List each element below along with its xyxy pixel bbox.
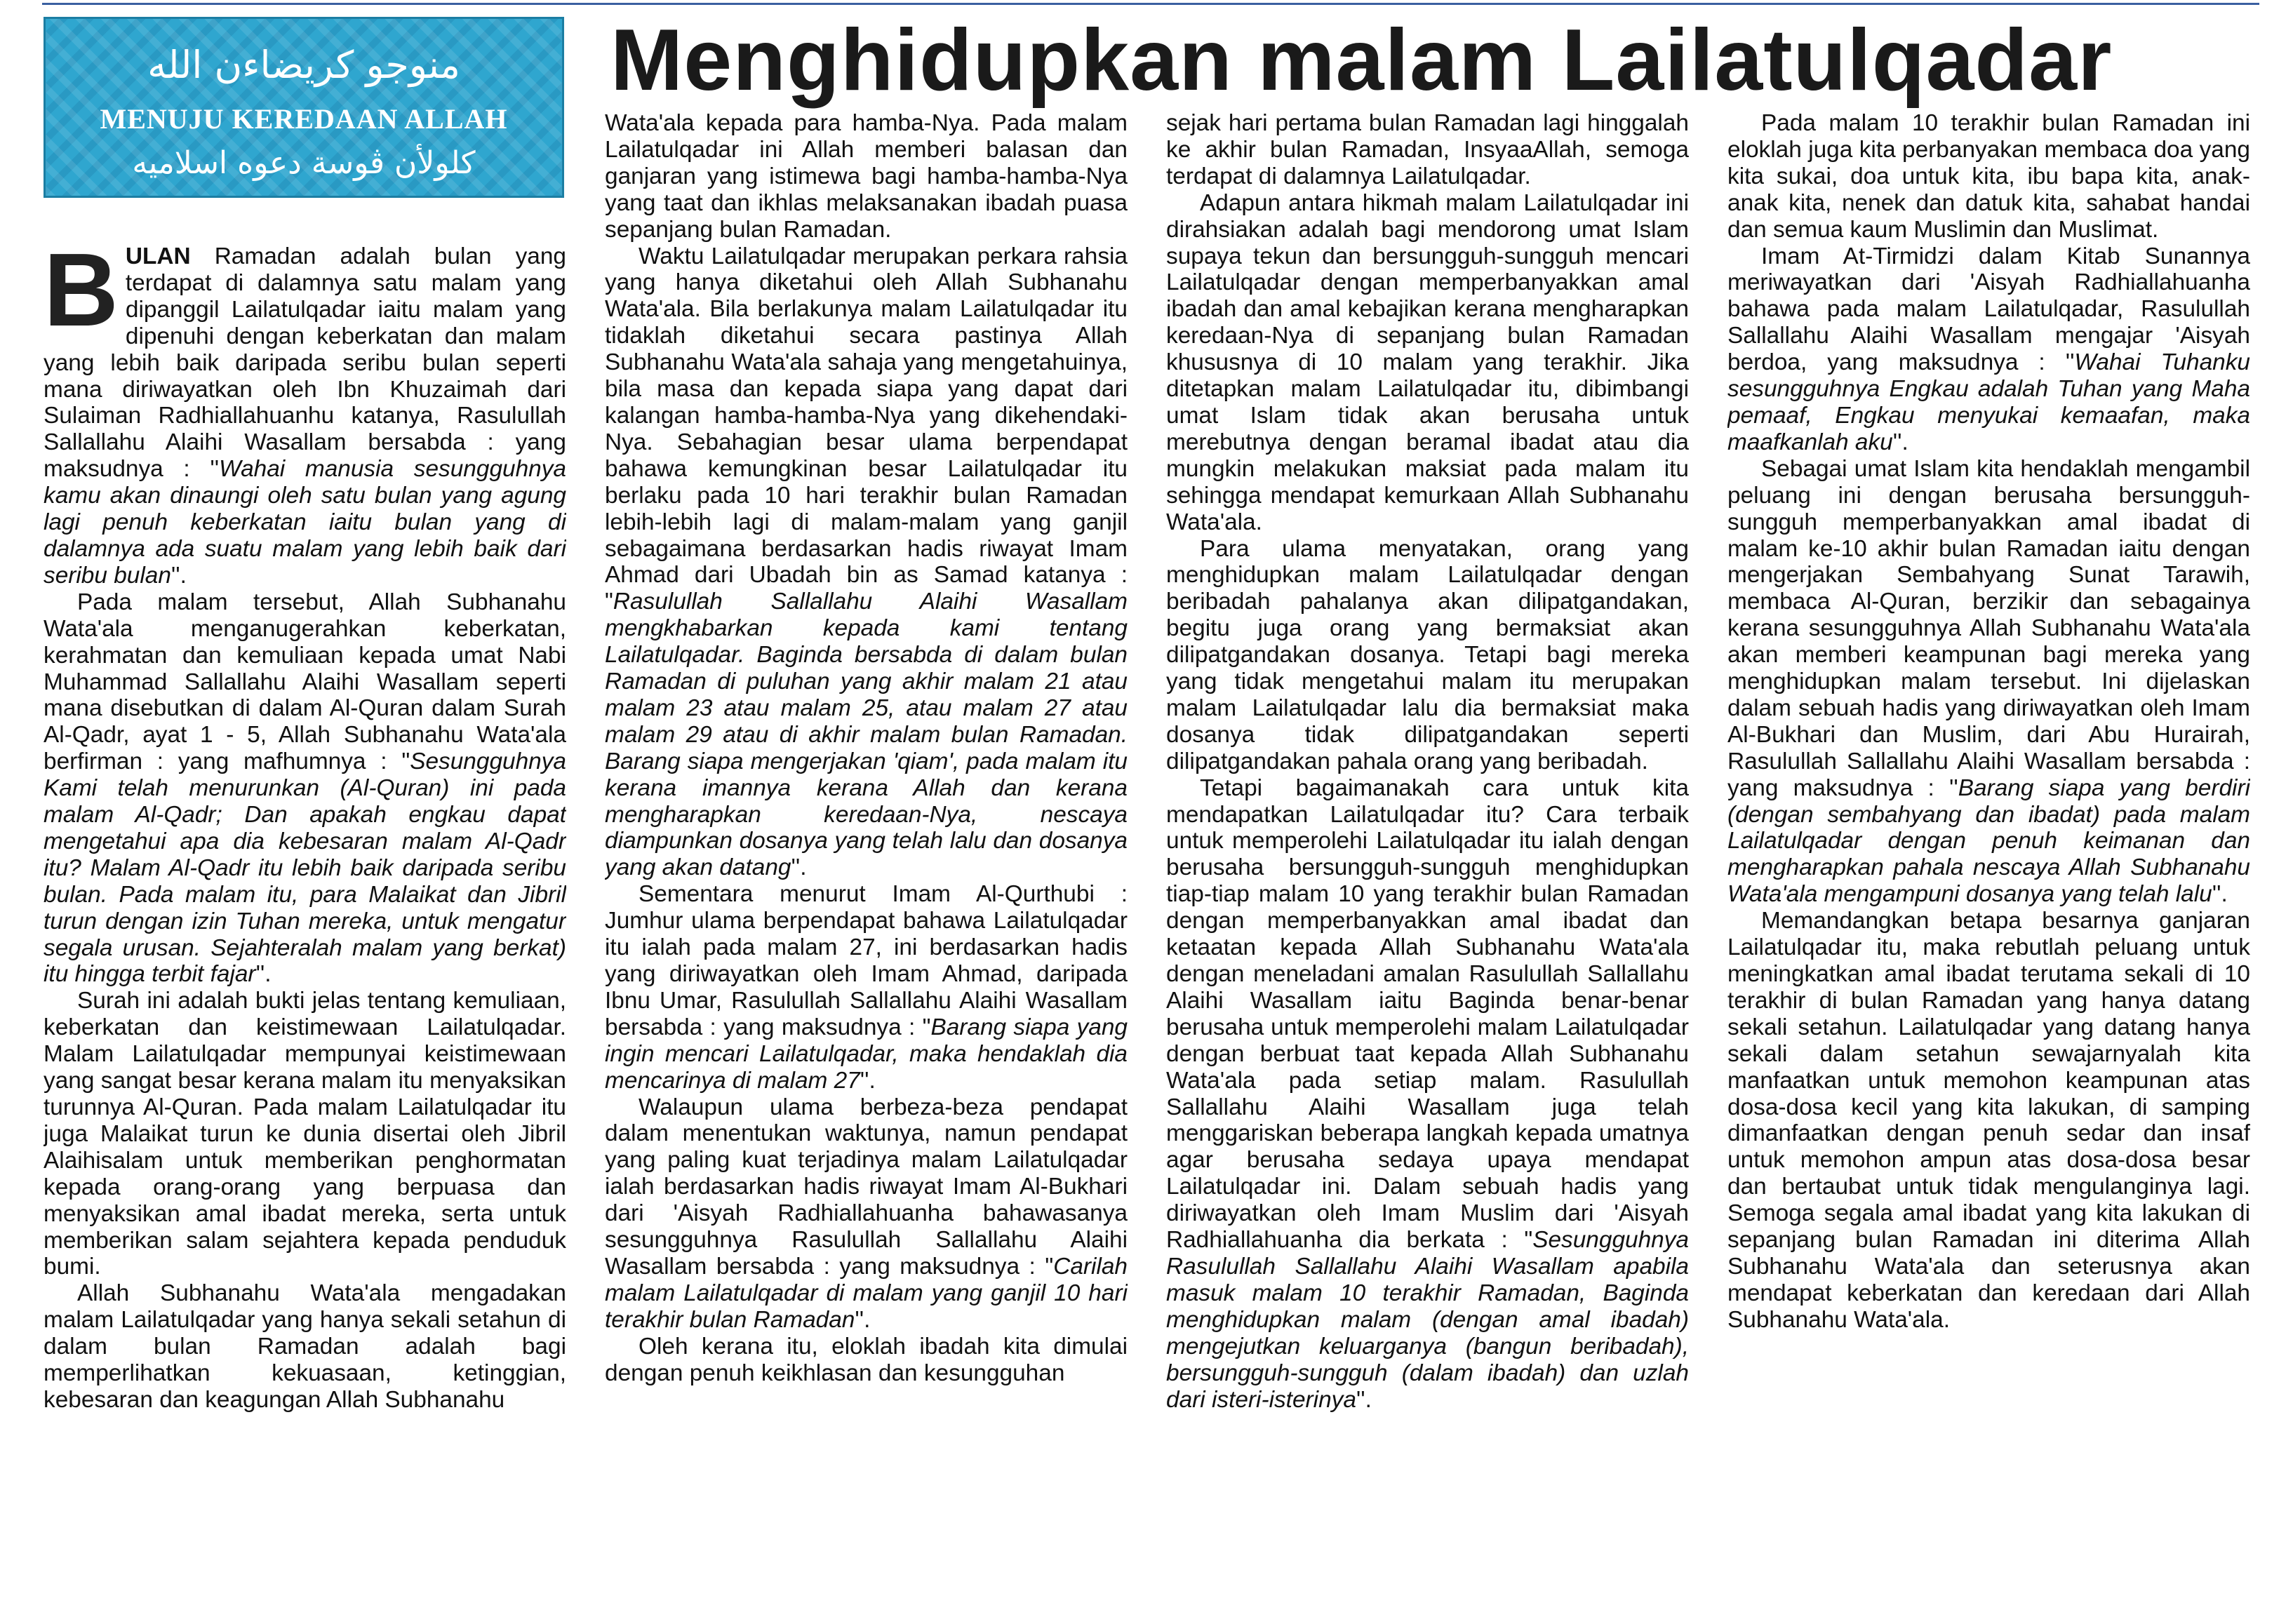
banner-latin-title: MENUJU KEREDAAN ALLAH: [100, 103, 508, 135]
paragraph: Sementara menurut Imam Al-Qurthubi : Jumhur ulama berpendapat bahawa Lailatulqadar itu ialah pada malam 27, ini berdasarkan hadis yang diriwayatkan oleh Imam Ahmad, daripada Ibnu Umar, Rasulullah Sallallahu Alaihi Wasallam bersabda : yang maksudnya : "Barang siapa yang ingin mencari Lailatulqadar, maka hendaklah dia mencarinya di malam 27''.: [605, 881, 1128, 1094]
column-banner: [44, 17, 564, 198]
paragraph: Tetapi bagaimanakah cara untuk kita mendapatkan Lailatulqadar itu? Cara terbaik untuk memperolehi Lailatulqadar itu ialah dengan berusaha bersungguh-sungguh menghidupkan tiap-tiap malam 10 yang terakhir bulan Ramadan dengan memperbanyakkan amal ibadat dan ketaatan kepada Allah Subhanahu Wata'ala dengan meneladani amalan Rasulullah Sallallahu Alaihi Wasallam iaitu Baginda benar-benar berusaha untuk memperolehi malam Lailatulqadar dengan berbuat taat kepada Allah Subhanahu Wata'ala pada setiap malam. Rasulullah Sallallahu Alaihi Wasallam juga telah menggariskan beberapa langkah kepada umatnya agar berusaha sedaya upaya mendapat Lailatulqadar ini. Dalam sebuah hadis yang diriwayatkan oleh Imam Muslim dari 'Aisyah Radhiallahuanha dia berkata : "Sesungguhnya Rasulullah Sallallahu Alaihi Wasallam apabila masuk malam 10 terakhir Ramadan, Baginda menghidupkan malam (dengan amal ibadah) mengejutkan keluarganya (bangun beribadah), bersungguh-sungguh (dalam ibadah) dan uzlah dari isteri-isterinya''.: [1166, 774, 1689, 1413]
paragraph-continued: Wata'ala kepada para hamba-Nya. Pada malam Lailatulqadar ini Allah memberi balasan dan ganjaran yang istimewa bagi hamba-hamba-Nya yang taat dan ikhlas melaksanakan ibadah puasa sepanjang bulan Ramadan.: [605, 110, 1128, 243]
banner-jawi-subtitle: كلولأن ڤوسة دعوه اسلاميه: [132, 145, 476, 181]
article-headline: Menghidupkan malam Lailatulqadar: [610, 12, 2113, 109]
quote: Sesungguhnya Kami telah menurunkan (Al-Quran) ini pada malam Al-Qadr; Dan apakah engkau dapat mengetahui apa dia kebesaran malam Al-Qadr itu? Malam Al-Qadr itu lebih baik daripada seribu bulan. Pada malam itu, para Malaikat dan Jibril turun dengan izin Tuhan mereka, untuk mengatur segala urusan. Sejahteralah malam yang berkat) itu hingga terbit fajar: [44, 749, 566, 988]
paragraph: Imam At-Tirmidzi dalam Kitab Sunannya meriwayatkan dari 'Aisyah Radhiallahuanha bahawa pada malam Lailatulqadar, Rasulullah Sallallahu Alaihi Wasallam mengajar 'Aisyah berdoa, yang maksudnya : ''Wahai Tuhanku sesungguhnya Engkau adalah Tuhan yang Maha pemaaf, Engkau menyukai kemaafan, maka maafkanlah aku''.: [1727, 243, 2250, 455]
paragraph: BULAN Ramadan adalah bulan yang terdapat di dalamnya satu malam yang dipanggil Lailatulqadar iaitu malam yang dipenuhi dengan keberkatan dan malam yang lebih baik daripada seribu bulan seperti mana diriwayatkan oleh Ibn Khuzaimah dari Sulaiman Radhiallahuanhu katanya, Rasulullah Sallallahu Alaihi Wasallam bersabda : yang maksudnya : ''Wahai manusia sesungguhnya kamu akan dinaungi oleh satu bulan yang agung lagi penuh keberkatan iaitu bulan yang di dalamnya ada suatu malam yang lebih baik dari seribu bulan''.: [44, 243, 566, 589]
quote: Wahai manusia sesungguhnya kamu akan dinaungi oleh satu bulan yang agung lagi penuh keberkatan iaitu bulan yang di dalamnya ada suatu malam yang lebih baik dari seribu bulan: [44, 456, 566, 589]
paragraph: Waktu Lailatulqadar merupakan perkara rahsia yang hanya diketahui oleh Allah Subhanahu Wata'ala. Bila berlakunya malam Lailatulqadar itu tidaklah diketahui secara pastinya Allah Subhanahu Wata'ala sahaja yang mengetahuinya, bila masa dan kepada siapa yang dapat dari kalangan hamba-hamba-Nya yang dikehendaki-Nya. Sebahagian besar ulama berpendapat bahawa kemungkinan besar Lailatulqadar itu berlaku pada 10 hari terakhir bulan Ramadan lebih-lebih lagi di malam-malam yang ganjil sebagaimana berdasarkan hadis riwayat Imam Ahmad dari Ubadah bin as Samad katanya : "Rasulullah Sallallahu Alaihi Wasallam mengkhabarkan kepada kami tentang Lailatulqadar. Baginda bersabda di dalam bulan Ramadan di puluhan yang akhir malam 21 atau malam 23 atau malam 25, atau malam 27 atau malam 29 atau di akhir malam bulan Ramadan. Barang siapa mengerjakan 'qiam', pada malam itu kerana imannya kerana Allah dan kerana mengharapkan keredaan-Nya, nescaya diampunkan dosanya yang telah lalu dan dosanya yang akan datang''.: [605, 243, 1128, 881]
paragraph: Sebagai umat Islam kita hendaklah mengambil peluang ini dengan berusaha bersungguh-sungguh memperbanyakkan amal ibadat di malam ke-10 akhir bulan Ramadan iaitu dengan mengerjakan Sembahyang Sunat Tarawih, membaca Al-Quran, berzikir dan sebagainya kerana sesungguhnya Allah Subhanahu Wata'ala akan memberi keampunan bagi mereka yang menghidupkan malam tersebut. Ini dijelaskan dalam sebuah hadis yang diriwayatkan oleh Imam Al-Bukhari dan Muslim, dari Abu Hurairah, Rasulullah Sallallahu Alaihi Wasallam bersabda : yang maksudnya : ''Barang siapa yang berdiri (dengan sembahyang dan ibadat) pada malam Lailatulqadar dengan penuh keimanan dan mengharapkan pahala nescaya Allah Subhanahu Wata'ala mengampuni dosanya yang telah lalu''.: [1727, 455, 2250, 908]
paragraph: Walaupun ulama berbeza-beza pendapat dalam menentukan waktunya, namun pendapat yang paling kuat terjadinya malam Lailatulqadar ialah berdasarkan hadis riwayat Imam Al-Bukhari dari 'Aisyah Radhiallahuanha bahawasanya sesungguhnya Rasulullah Sallallahu Alaihi Wasallam bersabda : yang maksudnya : "Carilah malam Lailatulqadar di malam yang ganjil 10 hari terakhir bulan Ramadan''.: [605, 1094, 1128, 1333]
paragraph: Para ulama menyatakan, orang yang menghidupkan malam Lailatulqadar dengan beribadah pahalanya akan dilipatgandakan, begitu juga orang yang bermaksiat akan dilipatgandakan dosanya. Tetapi bagi mereka yang tidak mengetahui malam itu merupakan malam Lailatulqadar lalu dia bermaksiat maka dosanya tidak dilipatgandakan seperti dilipatgandakan pahala orang yang beribadah.: [1166, 535, 1689, 774]
paragraph-continued: sejak hari pertama bulan Ramadan lagi hinggalah ke akhir bulan Ramadan, InsyaaAllah, semoga terdapat di dalamnya Lailatulqadar.: [1166, 110, 1689, 189]
top-rule: [42, 3, 2259, 5]
quote: Rasulullah Sallallahu Alaihi Wasallam mengkhabarkan kepada kami tentang Lailatulqadar. Baginda bersabda di dalam bulan Ramadan di puluhan yang akhir malam 21 atau malam 23 atau malam 25, atau malam 27 atau malam 29 atau di akhir malam bulan Ramadan. Barang siapa mengerjakan 'qiam', pada malam itu kerana imannya kerana Allah dan kerana mengharapkan keredaan-Nya, nescaya diampunkan dosanya yang telah lalu dan dosanya yang akan datang: [605, 589, 1128, 881]
lead-word: ULAN: [125, 243, 191, 269]
paragraph: Pada malam tersebut, Allah Subhanahu Wata'ala menganugerahkan keberkatan, kerahmatan dan kemuliaan kepada umat Nabi Muhammad Sallallahu Alaihi Wasallam seperti mana disebutkan di dalam Al-Quran dalam Surah Al-Qadr, ayat 1 - 5, Allah Subhanahu Wata'ala berfirman : yang mafhumnya : "Sesungguhnya Kami telah menurunkan (Al-Quran) ini pada malam Al-Qadr; Dan apakah engkau dapat mengetahui apa dia kebesaran malam Al-Qadr itu? Malam Al-Qadr itu lebih baik daripada seribu bulan. Pada malam itu, para Malaikat dan Jibril turun dengan izin Tuhan mereka, untuk mengatur segala urusan. Sejahteralah malam yang berkat) itu hingga terbit fajar''.: [44, 589, 566, 988]
quote: Carilah malam Lailatulqadar di malam yang ganjil 10 hari terakhir bulan Ramadan: [605, 1253, 1128, 1333]
paragraph: Memandangkan betapa besarnya ganjaran Lailatulqadar itu, maka rebutlah peluang untuk meningkatkan amal ibadat terutama sekali di 10 terakhir di bulan Ramadan yang hanya datang sekali setahun. Lailatulqadar yang datang hanya sekali dalam setahun sewajarnyalah kita manfaatkan untuk memohon keampunan atas dosa-dosa kecil yang kita lakukan, di samping dimanfaatkan dengan penuh sedar dan insaf untuk memohon ampun atas dosa-dosa besar dan bertaubat untuk tidak mengulanginya lagi. Semoga segala amal ibadat yang kita lakukan di sepanjang bulan Ramadan ini diterima Allah Subhanahu Wata'ala dan seterusnya akan mendapat keberkatan dan keredaan dari Allah Subhanahu Wata'ala.: [1727, 908, 2250, 1333]
article-column-3: [1166, 110, 1689, 1618]
article-column-4: [1727, 110, 2250, 1618]
quote: Barang siapa yang ingin mencari Lailatulqadar, maka hendaklah dia mencarinya di malam 27: [605, 1014, 1128, 1094]
quote: Wahai Tuhanku sesungguhnya Engkau adalah Tuhan yang Maha pemaaf, Engkau menyukai kemaafan, maka maafkanlah aku: [1727, 349, 2250, 455]
banner-jawi-title: منوجو كريضاءن الله: [147, 43, 460, 87]
paragraph: Allah Subhanahu Wata'ala mengadakan malam Lailatulqadar yang hanya sekali setahun di dalam bulan Ramadan adalah bagi memperlihatkan kekuasaan, ketinggian, kebesaran dan keagungan Allah Subhanahu: [44, 1280, 566, 1413]
paragraph: Oleh kerana itu, eloklah ibadah kita dimulai dengan penuh keikhlasan dan kesungguhan: [605, 1333, 1128, 1386]
article-column-1: [44, 243, 566, 1615]
paragraph: Pada malam 10 terakhir bulan Ramadan ini eloklah juga kita perbanyakan membaca doa yang kita sukai, doa untuk kita, ibu bapa kita, anak-anak kita, nenek dan datuk kita, sahabat handai dan semua kaum Muslimin dan Muslimat.: [1727, 110, 2250, 243]
quote: Sesungguhnya Rasulullah Sallallahu Alaihi Wasallam apabila masuk malam 10 terakhir Ramadan, Baginda menghidupkan malam (dengan amal ibadah) mengejutkan keluarganya (bangun beribadah), bersungguh-sungguh (dalam ibadah) dan uzlah dari isteri-isterinya: [1166, 1227, 1689, 1413]
article-column-2: [605, 110, 1128, 1618]
quote: Barang siapa yang berdiri (dengan sembahyang dan ibadat) pada malam Lailatulqadar dengan penuh keimanan dan mengharapkan pahala nescaya Allah Subhanahu Wata'ala mengampuni dosanya yang telah lalu: [1727, 774, 2250, 908]
drop-cap: B: [44, 243, 119, 348]
paragraph: Surah ini adalah bukti jelas tentang kemuliaan, keberkatan dan keistimewaan Lailatulqadar. Malam Lailatulqadar mempunyai keistimewaan yang sangat besar kerana malam itu menyaksikan turunnya Al-Quran. Pada malam Lailatulqadar itu juga Malaikat turun ke dunia disertai oleh Jibril Alaihisalam untuk memberikan penghormatan kepada orang-orang yang berpuasa dan menyaksikan amal ibadat mereka, serta untuk memberikan salam sejahtera kepada penduduk bumi.: [44, 988, 566, 1280]
paragraph: Adapun antara hikmah malam Lailatulqadar ini dirahsiakan adalah bagi mendorong umat Islam supaya tekun dan bersungguh-sungguh mencari Lailatulqadar dengan memperbanyakkan amal ibadah dan amal kebajikan kerana mengharapkan keredaan-Nya di sepanjang bulan Ramadan khususnya di 10 malam yang terakhir. Jika ditetapkan malam Lailatulqadar itu, dibimbangi umat Islam tidak akan berusaha untuk merebutnya dengan beramal ibadat atau dia mungkin melakukan maksiat pada malam itu sehingga mendapat kemurkaan Allah Subhanahu Wata'ala.: [1166, 189, 1689, 535]
